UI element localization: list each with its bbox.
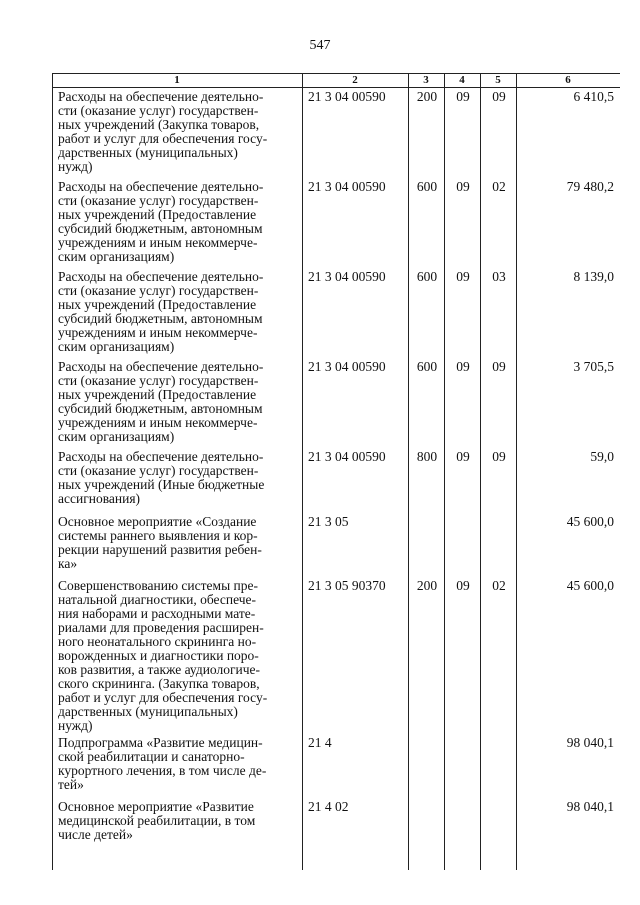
row-code: 21 3 04 00590 [308, 89, 386, 104]
row-col5: 03 [492, 269, 506, 284]
row-code: 21 3 04 00590 [308, 359, 386, 374]
header-col-6: 6 [565, 74, 571, 86]
row-sum: 8 139,0 [573, 269, 614, 284]
row-col3: 600 [416, 359, 438, 374]
header-col-4: 4 [459, 74, 465, 86]
row-code: 21 4 [308, 735, 332, 750]
row-name: Совершенствованию системы пре- натальной диагностики, обеспече- ния наборами и расходными мате- риалами для проведения расширен- ного неонатального скрининга но- ворожденных и диагностики поро- ков развития, а также аудиологиче- ского скрининга. (Закупка товаров, работ и услуг для обеспечения госу- дарственных (муниципальных) нужд) [58, 578, 268, 733]
row-name: Основное мероприятие «Создание системы раннего выявления и кор- рекции нарушений развития ребен- ка» [58, 514, 262, 571]
row-col4: 09 [456, 89, 470, 104]
row-col5: 09 [492, 449, 506, 464]
row-name: Расходы на обеспечение деятельно- сти (оказание услуг) государствен- ных учреждений (Предоставление субсидий бюджетным, автономным учреждениям и иным некоммерче- ским организациям) [58, 269, 264, 354]
header-col-5: 5 [495, 74, 501, 86]
row-col3: 200 [416, 89, 438, 104]
row-sum: 45 600,0 [566, 578, 614, 593]
row-col4: 09 [456, 578, 470, 593]
row-code: 21 3 05 [308, 514, 349, 529]
row-sum: 45 600,0 [566, 514, 614, 529]
row-col4: 09 [456, 359, 470, 374]
row-name: Подпрограмма «Развитие медицин- ской реабилитации и санаторно- курортного лечения, в том числе де- тей» [58, 735, 267, 792]
row-sum: 98 040,1 [566, 735, 614, 750]
row-sum: 59,0 [590, 449, 614, 464]
row-col5: 09 [492, 359, 506, 374]
budget-table [52, 73, 620, 870]
row-name: Расходы на обеспечение деятельно- сти (оказание услуг) государствен- ных учреждений (Предоставление субсидий бюджетным, автономным учреждениям и иным некоммерче- ским организациям) [58, 179, 264, 264]
row-col5: 02 [492, 578, 506, 593]
row-name: Расходы на обеспечение деятельно- сти (оказание услуг) государствен- ных учреждений (Иные бюджетные ассигнования) [58, 449, 265, 506]
row-col3: 800 [416, 449, 438, 464]
row-col4: 09 [456, 269, 470, 284]
row-col4: 09 [456, 179, 470, 194]
header-col-3: 3 [423, 74, 429, 86]
row-col4: 09 [456, 449, 470, 464]
row-col3: 200 [416, 578, 438, 593]
page-number: 547 [309, 38, 331, 53]
row-col3: 600 [416, 179, 438, 194]
row-sum: 3 705,5 [573, 359, 614, 374]
row-code: 21 4 02 [308, 799, 349, 814]
col-border [408, 73, 409, 870]
col-border [516, 73, 517, 870]
col-border [302, 73, 303, 870]
col-border [444, 73, 445, 870]
header-bottom-border [52, 87, 620, 88]
col-border [480, 73, 481, 870]
row-col5: 09 [492, 89, 506, 104]
row-code: 21 3 05 90370 [308, 578, 386, 593]
row-name: Расходы на обеспечение деятельно- сти (оказание услуг) государствен- ных учреждений (Предоставление субсидий бюджетным, автономным учреждениям и иным некоммерче- ским организациям) [58, 359, 264, 444]
row-sum: 6 410,5 [573, 89, 614, 104]
row-code: 21 3 04 00590 [308, 179, 386, 194]
row-code: 21 3 04 00590 [308, 269, 386, 284]
header-col-1: 1 [174, 74, 180, 86]
row-sum: 79 480,2 [566, 179, 614, 194]
row-name: Основное мероприятие «Развитие медицинской реабилитации, в том числе детей» [58, 799, 256, 842]
row-col5: 02 [492, 179, 506, 194]
row-code: 21 3 04 00590 [308, 449, 386, 464]
row-name: Расходы на обеспечение деятельно- сти (оказание услуг) государствен- ных учреждений (Закупка товаров, работ и услуг для обеспечения госу- дарственных (муниципальных) нужд) [58, 89, 268, 174]
row-col3: 600 [416, 269, 438, 284]
header-col-2: 2 [352, 74, 358, 86]
row-sum: 98 040,1 [566, 799, 614, 814]
col-border [52, 73, 53, 870]
